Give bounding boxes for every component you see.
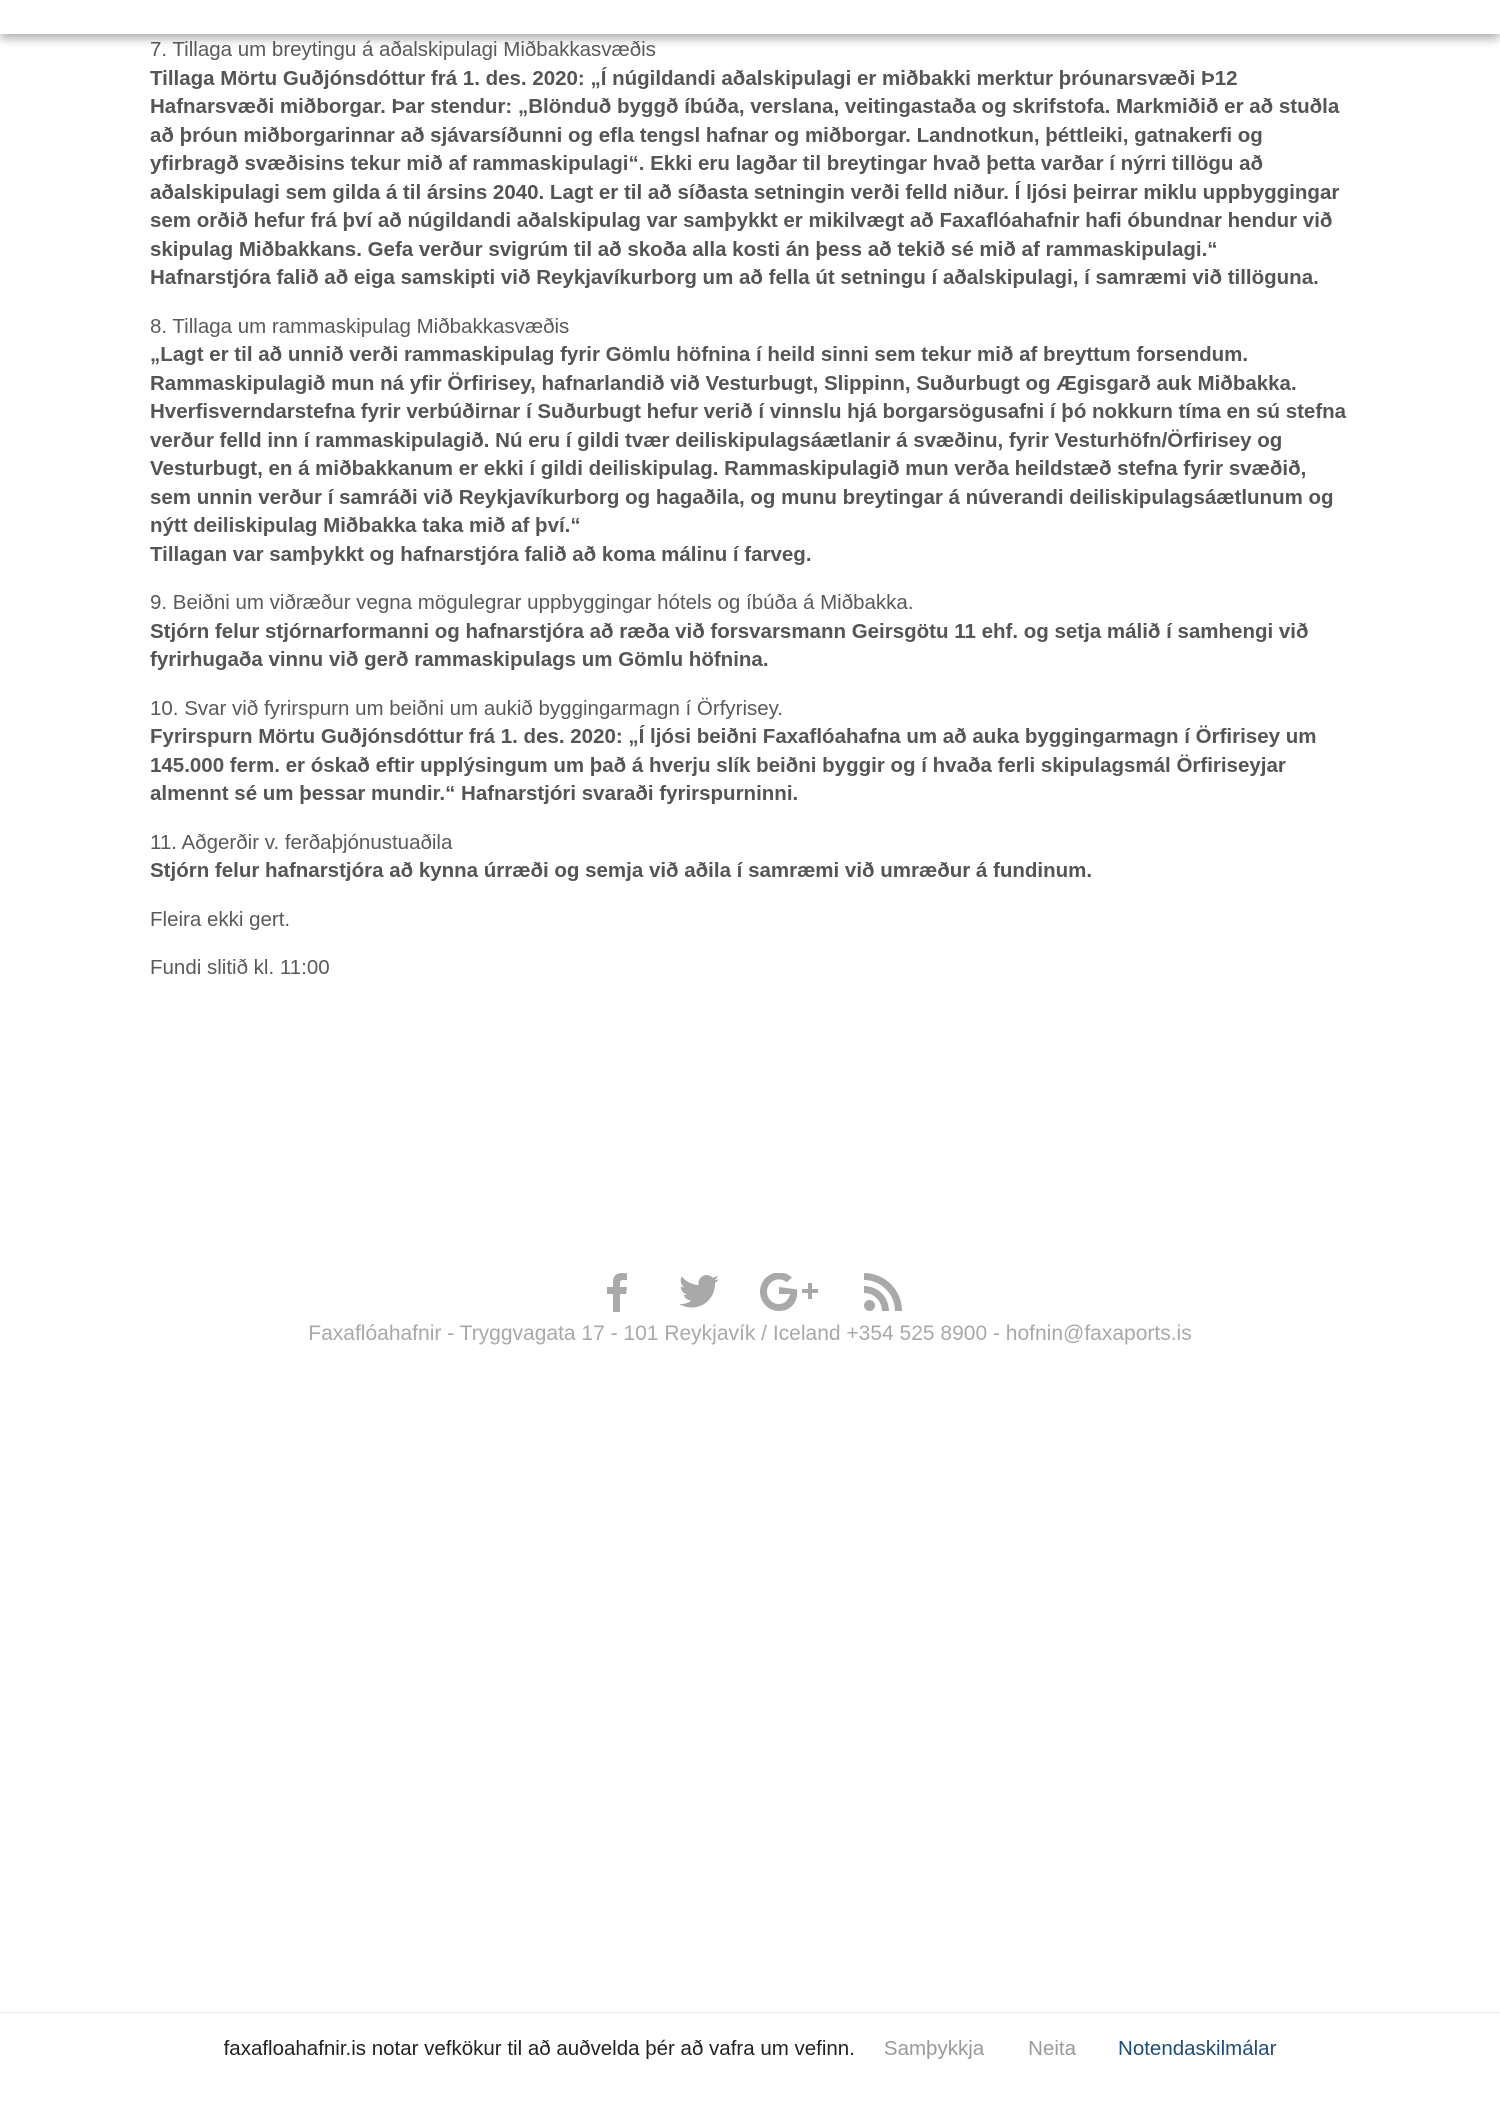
- agenda-item-title: 8. Tillaga um rammaskipulag Miðbakkasvæðis: [150, 314, 570, 338]
- social-links: [0, 1270, 1500, 1314]
- top-header-shadow: [0, 0, 1500, 34]
- accept-cookies-button[interactable]: Samþykkja: [883, 2037, 985, 2060]
- agenda-item-9: [150, 589, 1350, 675]
- closing-note: Fleira ekki gert.: [150, 907, 291, 931]
- rss-icon[interactable]: [861, 1270, 905, 1314]
- agenda-item-10: [150, 695, 1350, 809]
- agenda-item-body: Tillaga Mörtu Guðjónsdóttur frá 1. des. 2020: „Í núgildandi aðalskipulagi er miðbakki merktur þróunarsvæði Þ12 Hafnarsvæði miðborgar. Þar stendur: „Blönduð byggð íbúða, verslana, veitingastaða og skrifstofa. Markmiðið er að stuðla að þróun miðborgarinnar að sjávarsíðunni og efla tengsl hafnar og miðborgar. Landnotkun, þéttleiki, gatnakerfi og yfirbragð svæðisins tekur mið af rammaskipulagi“. Ekki eru lagðar til breytingar hvað þetta varðar í nýrri tillögu að aðalskipulagi sem gilda á til ársins 2040. Lagt er til að síðasta setningin verði felld niður. Í ljósi þeirrar miklu uppbyggingar sem orðið hefur frá því að núgildandi aðalskipulag var samþykkt er mikilvægt að Faxaflóahafnir hafi óbundnar hendur við skipulag Miðbakkans. Gefa verður svigrúm til að skoða alla kosti án þess að tekið sé mið af rammaskipulagi.“: [150, 66, 1340, 261]
- agenda-item-body: Stjórn felur stjórnarformanni og hafnarstjóra að ræða við forsvarsmann Geirsgötu 11 ehf. og setja málið í samhengi við fyrirhugaða vinnu við gerð rammaskipulags um Gömlu höfnina.: [150, 619, 1309, 671]
- agenda-item-conclusion: Tillagan var samþykkt og hafnarstjóra falið að koma málinu í farveg.: [150, 542, 812, 566]
- agenda-item-title: 10. Svar við fyrirspurn um beiðni um aukið byggingarmagn í Örfyrisey.: [150, 696, 784, 720]
- agenda-item-conclusion: Hafnarstjóra falið að eiga samskipti við Reykjavíkurborg um að fella út setningu í aðalskipulagi, í samræmi við tillöguna.: [150, 266, 1319, 289]
- agenda-item-7: [150, 36, 1350, 293]
- cookie-consent-bar: [0, 2012, 1500, 2085]
- twitter-icon[interactable]: [677, 1270, 721, 1314]
- decline-cookies-button[interactable]: Neita: [1028, 2037, 1077, 2060]
- footer-contact: Faxaflóahafnir - Tryggvagata 17 - 101 Reykjavík / Iceland +354 525 8900 - hofnin@faxaports.is: [308, 1322, 1192, 1345]
- agenda-item-11: [150, 829, 1350, 886]
- agenda-item-8: [150, 313, 1350, 570]
- meeting-minutes-content: [150, 36, 1350, 1003]
- meeting-end-time: Fundi slitið kl. 11:00: [150, 956, 330, 979]
- agenda-item-title: 7. Tillaga um breytingu á aðalskipulagi Miðbakkasvæðis: [150, 38, 656, 61]
- agenda-item-title: 9. Beiðni um viðræður vegna mögulegrar uppbyggingar hótels og íbúða á Miðbakka.: [150, 591, 914, 614]
- cookie-message: faxafloahafnir.is notar vefkökur til að auðvelda þér að vafra um vefinn.: [223, 2037, 855, 2060]
- agenda-item-body: „Lagt er til að unnið verði rammaskipulag fyrir Gömlu höfnina í heild sinni sem tekur mið af breyttum forsendum. Rammaskipulagið mun ná yfir Örfirisey, hafnarlandið við Vesturbugt, Slippinn, Suðurbugt og Ægisgarð auk Miðbakka. Hverfisverndarstefna fyrir verbúðirnar í Suðurbugt hefur verið í vinnslu hjá borgarsögusafni í þó nokkurn tíma en sú stefna verður felld inn í rammaskipulagið. Nú eru í gildi tvær deiliskipulagsáætlanir á svæðinu, fyrir Vesturhöfn/Örfirisey og Vesturbugt, en á miðbakkanum er ekki í gildi deiliskipulag. Rammaskipulagið mun verða heildstæð stefna fyrir svæðið, sem unnin verður í samráði við Reykjavíkurborg og hagaðila, og munu breytingar á núverandi deiliskipulagsáætlunum og nýtt deiliskipulag Miðbakka taka mið af því.“: [150, 343, 1347, 537]
- agenda-item-body: Stjórn felur hafnarstjóra að kynna úrræði og semja við aðila í samræmi við umræður á fundinum.: [150, 859, 1093, 882]
- terms-link[interactable]: Notendaskilmálar: [1118, 2037, 1277, 2060]
- agenda-item-title: 11. Aðgerðir v. ferðaþjónustuaðila: [150, 830, 453, 854]
- facebook-icon[interactable]: [595, 1270, 639, 1314]
- agenda-item-body: Fyrirspurn Mörtu Guðjónsdóttur frá 1. des. 2020: „Í ljósi beiðni Faxaflóahafna um að auka byggingarmagn í Örfirisey um 145.000 ferm. er óskað eftir upplýsingum um það á hverju slík beiðni byggir og í hvaða ferli skipulagsmál Örfiriseyjar almennt sé um þessar mundir.“ Hafnarstjóri svaraði fyrirspurninni.: [150, 725, 1317, 805]
- google-plus-icon[interactable]: [759, 1270, 823, 1314]
